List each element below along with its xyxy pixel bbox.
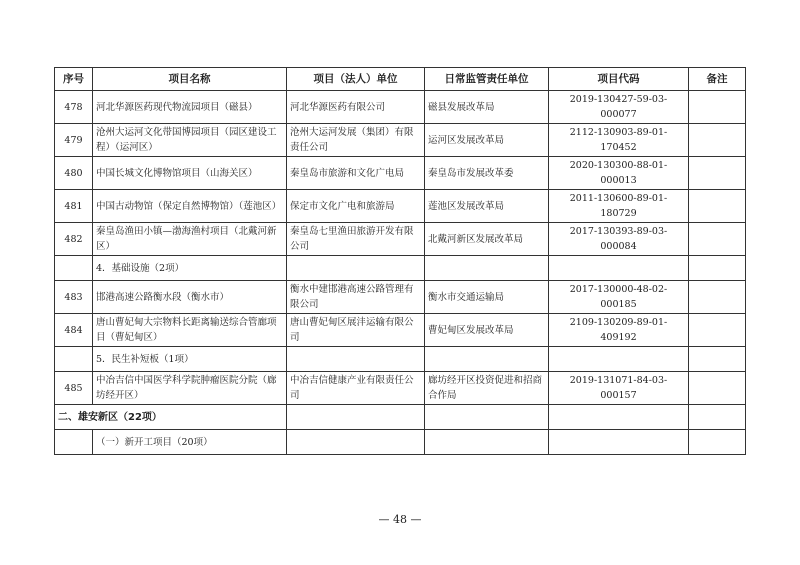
table-row: [55, 190, 746, 223]
section-row: [55, 347, 746, 372]
subsection-new-projects: （一）新开工项目（20项）: [93, 430, 287, 455]
section-row: [55, 405, 746, 430]
table-row: [55, 91, 746, 124]
row-unit: 河北华源医药有限公司: [287, 91, 425, 124]
section-livelihood: 5．民生补短板（1项）: [93, 347, 287, 372]
header-supervisor: 日常监管责任单位: [425, 68, 549, 91]
row-supervisor: 莲池区发展改革局: [425, 190, 549, 223]
row-unit: 秦皇岛市旅游和文化广电局: [287, 157, 425, 190]
row-supervisor: 曹妃甸区发展改革局: [425, 314, 549, 347]
row-name: 唐山曹妃甸大宗物料长距离输送综合管廊项目（曹妃甸区）: [93, 314, 287, 347]
row-code: 2017-130393-89-03-000084: [549, 223, 689, 256]
row-supervisor: 衡水市交通运输局: [425, 281, 549, 314]
row-no: 479: [55, 124, 93, 157]
row-remark: [689, 157, 746, 190]
row-remark: [689, 314, 746, 347]
page-number: — 48 —: [378, 513, 422, 526]
row-supervisor: 北戴河新区发展改革局: [425, 223, 549, 256]
row-remark: [689, 124, 746, 157]
row-code: 2019-131071-84-03-000157: [549, 372, 689, 405]
section-no: [55, 347, 93, 372]
row-name: 中国古动物馆（保定自然博物馆）（莲池区）: [93, 190, 287, 223]
row-unit: 保定市文化广电和旅游局: [287, 190, 425, 223]
row-supervisor: 廊坊经开区投资促进和招商合作局: [425, 372, 549, 405]
row-no: 485: [55, 372, 93, 405]
project-table: [54, 67, 746, 455]
row-name: 中冶吉信中国医学科学院肿瘤医院分院（廊坊经开区）: [93, 372, 287, 405]
table-row: [55, 223, 746, 256]
section-infrastructure: 4．基础设施（2项）: [93, 256, 287, 281]
row-no: 483: [55, 281, 93, 314]
table-row: [55, 372, 746, 405]
header-code: 项目代码: [549, 68, 689, 91]
row-supervisor: 运河区发展改革局: [425, 124, 549, 157]
row-unit: 衡水中建邯港高速公路管理有限公司: [287, 281, 425, 314]
header-name: 项目名称: [93, 68, 287, 91]
row-unit: 唐山曹妃甸区展沣运输有限公司: [287, 314, 425, 347]
header-unit: 项目（法人）单位: [287, 68, 425, 91]
section-xiongan: 二、雄安新区（22项）: [55, 405, 287, 430]
row-name: 邯港高速公路衡水段（衡水市）: [93, 281, 287, 314]
row-code: 2011-130600-89-01-180729: [549, 190, 689, 223]
row-remark: [689, 190, 746, 223]
row-no: 480: [55, 157, 93, 190]
row-unit: 秦皇岛七里渔田旅游开发有限公司: [287, 223, 425, 256]
row-code: 2112-130903-89-01-170452: [549, 124, 689, 157]
table-header-row: [55, 68, 746, 91]
table-row: [55, 281, 746, 314]
row-name: 秦皇岛渔田小镇—渤海渔村项目（北戴河新区）: [93, 223, 287, 256]
row-supervisor: 磁县发展改革局: [425, 91, 549, 124]
row-remark: [689, 281, 746, 314]
row-code: 2109-130209-89-01-409192: [549, 314, 689, 347]
header-remark: 备注: [689, 68, 746, 91]
row-no: 478: [55, 91, 93, 124]
row-unit: 沧州大运河发展（集团）有限责任公司: [287, 124, 425, 157]
row-unit: 中冶吉信健康产业有限责任公司: [287, 372, 425, 405]
table-row: [55, 314, 746, 347]
section-no: [55, 256, 93, 281]
row-code: 2017-130000-48-02-000185: [549, 281, 689, 314]
section-no: [55, 430, 93, 455]
header-no: 序号: [55, 68, 93, 91]
row-no: 484: [55, 314, 93, 347]
row-no: 482: [55, 223, 93, 256]
row-name: 沧州大运河文化带国博园项目（园区建设工程）（运河区）: [93, 124, 287, 157]
section-row: [55, 256, 746, 281]
row-remark: [689, 91, 746, 124]
table-row: [55, 124, 746, 157]
table-row: [55, 157, 746, 190]
row-code: 2019-130427-59-03-000077: [549, 91, 689, 124]
row-name: 中国长城文化博物馆项目（山海关区）: [93, 157, 287, 190]
row-remark: [689, 372, 746, 405]
section-row: [55, 430, 746, 455]
row-no: 481: [55, 190, 93, 223]
row-supervisor: 秦皇岛市发展改革委: [425, 157, 549, 190]
row-name: 河北华源医药现代物流园项目（磁县）: [93, 91, 287, 124]
row-remark: [689, 223, 746, 256]
row-code: 2020-130300-88-01-000013: [549, 157, 689, 190]
